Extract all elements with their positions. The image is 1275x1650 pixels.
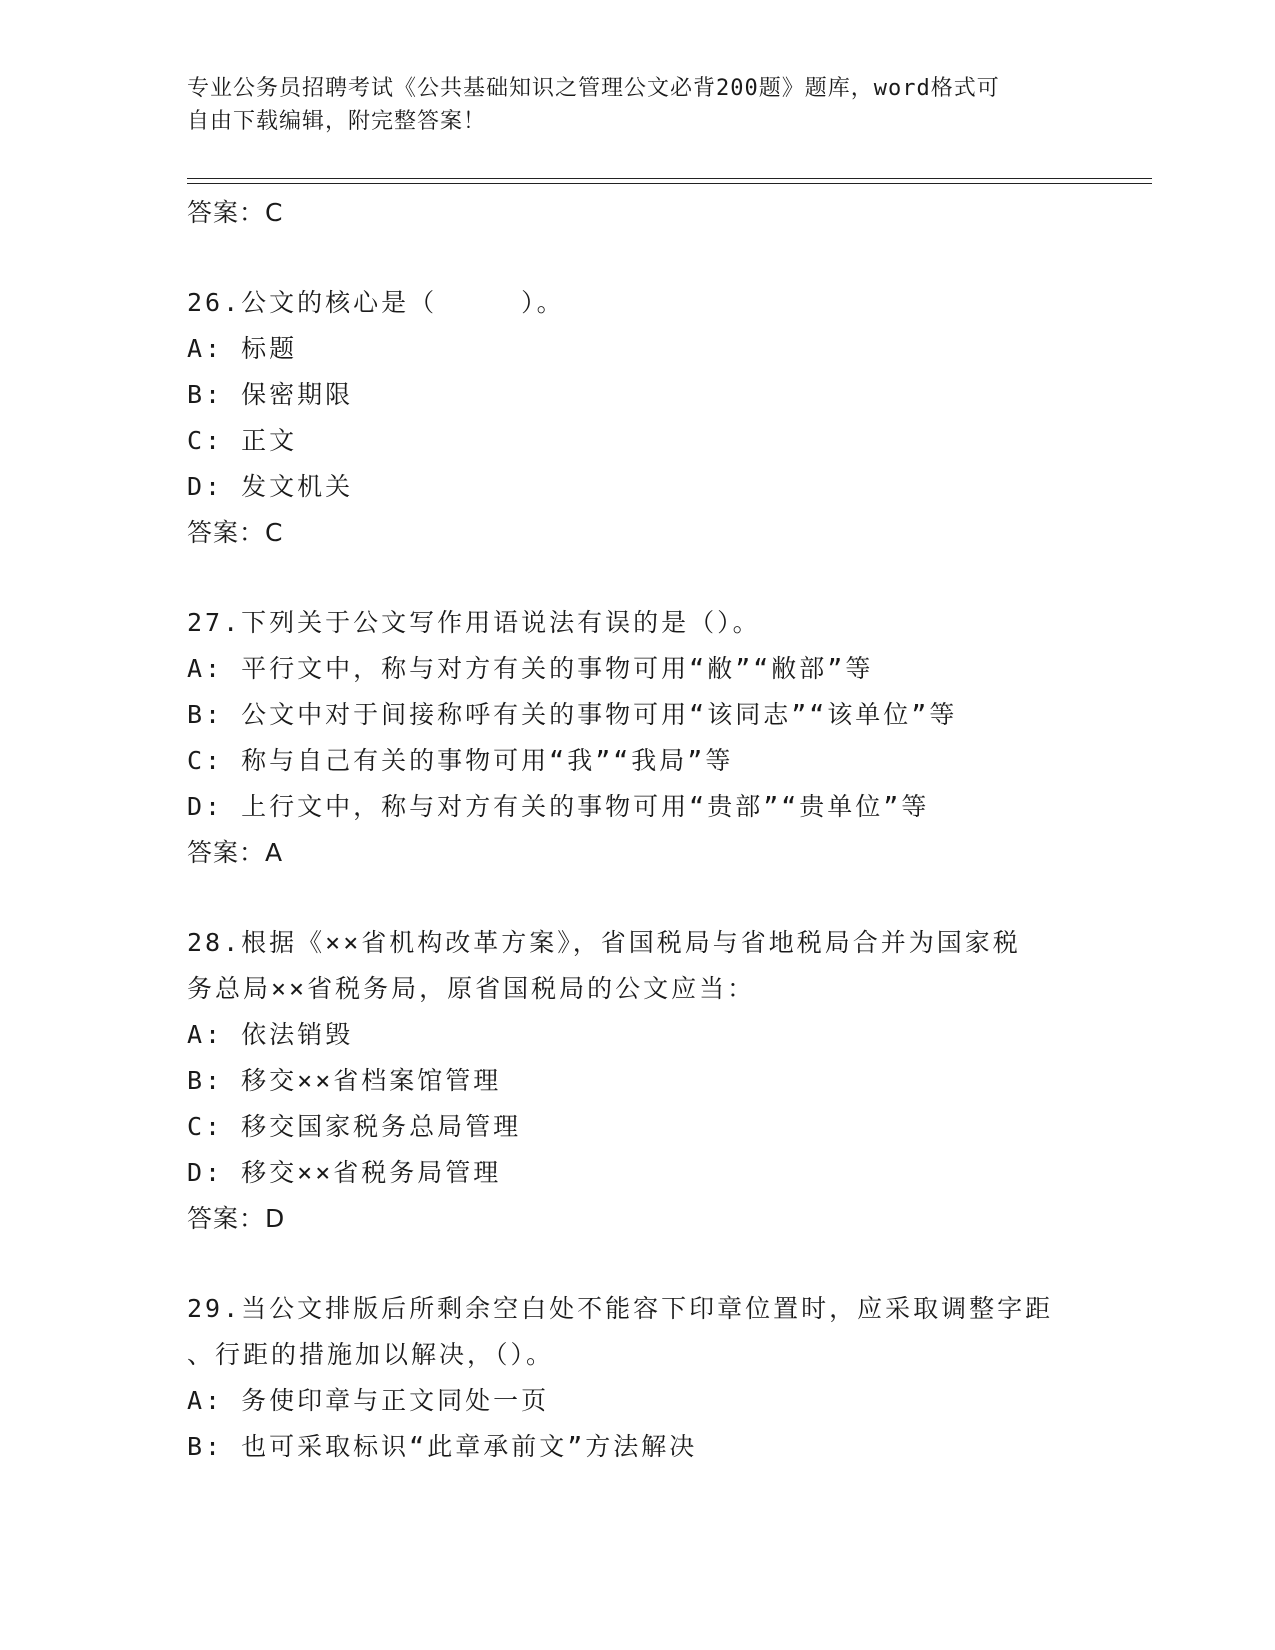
option-c: C: 称与自己有关的事物可用“我”“我局”等 [187, 746, 734, 775]
option-b: B: 保密期限 [187, 380, 354, 409]
question-27 [187, 600, 1087, 876]
question-28 [187, 920, 1087, 1242]
option-b: B: 公文中对于间接称呼有关的事物可用“该同志”“该单位”等 [187, 700, 958, 729]
document-header [187, 72, 1087, 138]
header-line-2: 自由下载编辑，附完整答案！ [187, 109, 487, 134]
option-c: C: 正文 [187, 426, 298, 455]
spacer [187, 1242, 1087, 1286]
question-text-line-1: 29.当公文排版后所剩余空白处不能容下印章位置时，应采取调整字距 [187, 1294, 1054, 1323]
option-a: A: 依法销毁 [187, 1020, 354, 1049]
question-text: 27.下列关于公文写作用语说法有误的是（）。 [187, 608, 761, 637]
option-a: A: 标题 [187, 334, 298, 363]
option-b: B: 移交××省档案馆管理 [187, 1066, 502, 1095]
spacer [187, 236, 1087, 280]
question-29 [187, 1286, 1087, 1470]
question-26 [187, 280, 1087, 556]
question-text: 26.公文的核心是（ ）。 [187, 288, 565, 317]
option-d: D: 发文机关 [187, 472, 354, 501]
header-line-1: 专业公务员招聘考试《公共基础知识之管理公文必背200题》题库，word格式可 [187, 76, 1000, 101]
question-list [187, 190, 1087, 1470]
header-divider-top [187, 178, 1152, 179]
question-text-line-2: 务总局××省税务局，原省国税局的公文应当： [187, 974, 756, 1003]
spacer [187, 876, 1087, 920]
answer: 答案：A [187, 838, 284, 867]
option-d: D: 移交××省税务局管理 [187, 1158, 502, 1187]
option-a: A: 平行文中，称与对方有关的事物可用“敝”“敝部”等 [187, 654, 874, 683]
option-a: A: 务使印章与正文同处一页 [187, 1386, 550, 1415]
header-divider-bottom [187, 183, 1152, 184]
answer-25: 答案：C [187, 198, 284, 227]
question-text-line-2: 、行距的措施加以解决，（）。 [187, 1340, 555, 1369]
question-text-line-1: 28.根据《××省机构改革方案》，省国税局与省地税局合并为国家税 [187, 928, 1021, 957]
option-d: D: 上行文中，称与对方有关的事物可用“贵部”“贵单位”等 [187, 792, 930, 821]
answer: 答案：D [187, 1204, 286, 1233]
answer: 答案：C [187, 518, 284, 547]
option-c: C: 移交国家税务总局管理 [187, 1112, 522, 1141]
spacer [187, 556, 1087, 600]
option-b: B: 也可采取标识“此章承前文”方法解决 [187, 1432, 698, 1461]
